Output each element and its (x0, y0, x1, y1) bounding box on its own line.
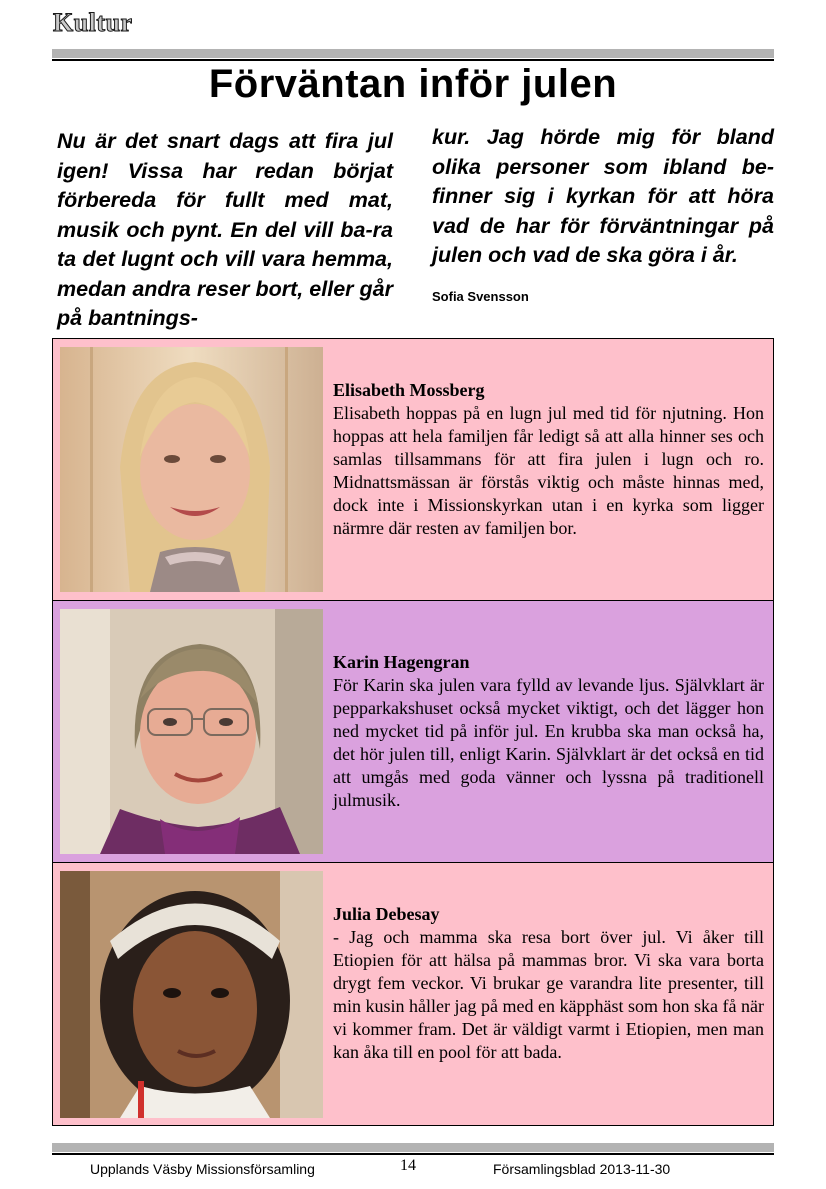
footer-page-number: 14 (400, 1157, 416, 1174)
footer-issue: Församlingsblad 2013-11-30 (493, 1161, 671, 1177)
interview-box-elisabeth (52, 338, 774, 601)
interview-body: För Karin ska julen vara fylld av levande ljus. Självklart är pepparkakshuset också mycket viktigt, och det lägger hon ned mycket tid på inför jul. En krubba ska man också ha, det hör julen till, enligt Karin. Självklart är det också en tid att umgås med goda vänner och lyssna på traditionell julmusik. (333, 675, 764, 810)
top-rule-black (52, 59, 774, 61)
interview-body: Elisabeth hoppas på en lugn jul med tid för njutning. Hon hoppas att hela familjen får ledigt så att alla hinner ses och samlas tillsammans för att fira julen i lugn och ro. Midnattsmässan är förstås viktig och måste hinnas med, dock inte i Missionskyrkan utan i en kyrka som ligger närmre där resten av familjen bor. (333, 403, 764, 538)
interview-body: - Jag och mamma ska resa bort över jul. Vi åker till Etiopien för att hälsa på mammas bror. Vi ska vara borta drygt fem veckor. Vi brukar ge varandra lite presenter, till min kusin håller jag på med en käpphäst som hon ska få när vi kommer fram. Det är väldigt varmt i Etiopien, men man kan åka till en pool för att bada. (333, 927, 764, 1062)
intro-right-column: kur. Jag hörde mig för bland olika personer som ibland be-finner sig i kyrkan för att höra vad de har för förväntningar på julen och vad de ska göra i år. (432, 125, 774, 267)
interview-name: Julia Debesay (333, 904, 440, 924)
article-headline: Förväntan inför julen (208, 62, 618, 106)
footer-organization: Upplands Väsby Missionsförsamling (90, 1161, 315, 1177)
interview-text-karin (333, 651, 764, 812)
interview-box-karin (52, 600, 774, 863)
section-label: Kultur (53, 8, 133, 37)
interview-text-julia (333, 903, 764, 1064)
interview-box-julia (52, 862, 774, 1126)
top-rule-gray (52, 49, 774, 58)
bottom-rule-black (52, 1153, 774, 1155)
interview-text-elisabeth (333, 379, 764, 540)
interview-name: Elisabeth Mossberg (333, 380, 485, 400)
byline: Sofia Svensson (432, 289, 529, 304)
bottom-rule-gray (52, 1143, 774, 1152)
interview-name: Karin Hagengran (333, 652, 470, 672)
photo-karin (60, 609, 323, 854)
photo-julia (60, 871, 323, 1118)
intro-left-column: Nu är det snart dags att fira jul igen! Vissa har redan börjat förbereda för fullt med mat, musik och pynt. En del vill ba-ra ta det lugnt och vill vara hemma, medan andra reser bort, eller går på bantnings- (57, 129, 393, 330)
photo-elisabeth (60, 347, 323, 592)
